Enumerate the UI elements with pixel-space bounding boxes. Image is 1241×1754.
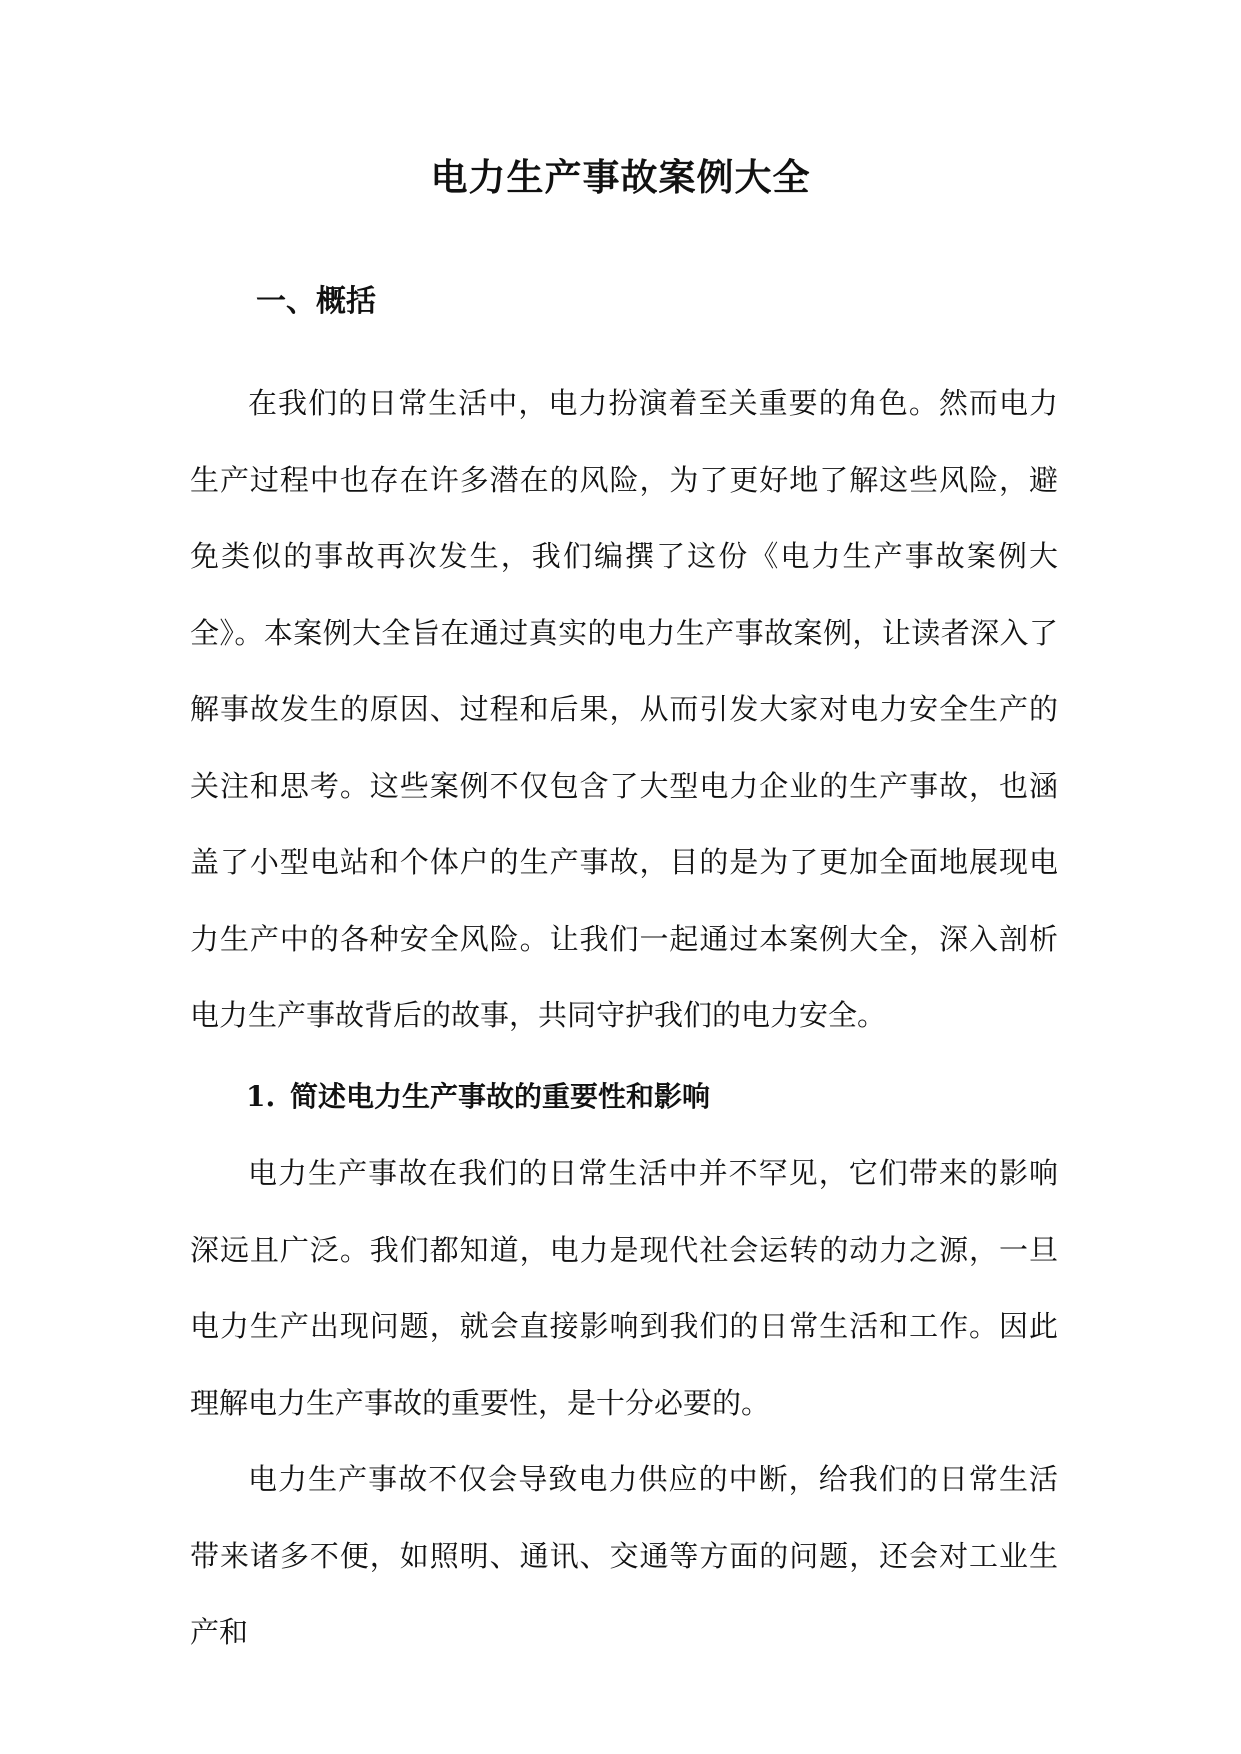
document-title: 电力生产事故案例大全 [430,155,811,199]
subsection-paragraph: 电力生产事故不仅会导致电力供应的中断，给我们的日常生活带来诸多不便，如照明、通讯、交通等方面的问题，还会对工业生产和 [190,1462,1058,1649]
subsection-title: 简述电力生产事故的重要性和影响 [290,1080,711,1113]
overview-paragraph: 在我们的日常生活中，电力扮演着至关重要的角色。然而电力生产过程中也存在许多潜在的风险，为了更好地了解这些风险，避免类似的事故再次发生，我们编撰了这份《电力生产事故案例大全》。本案例大全旨在通过真实的电力生产事故案例，让读者深入了解事故发生的原因、过程和后果，从而引发大家对电力安全生产的关注和思考。这些案例不仅包含了大型电力企业的生产事故，也涵盖了小型电站和个体户的生产事故，目的是为了更加全面地展现电力生产中的各种安全风险。让我们一起通过本案例大全，深入剖析电力生产事故背后的故事，共同守护我们的电力安全。 [190,386,1058,1032]
subsection-number: 1. [246,1080,276,1113]
subsection-heading [246,1075,710,1119]
subsection-paragraph: 电力生产事故在我们的日常生活中并不罕见，它们带来的影响深远且广泛。我们都知道，电力是现代社会运转的动力之源，一旦电力生产出现问题，就会直接影响到我们的日常生活和工作。因此理解电力生产事故的重要性，是十分必要的。 [190,1156,1058,1420]
section-heading-overview: 一、概括 [256,284,376,319]
